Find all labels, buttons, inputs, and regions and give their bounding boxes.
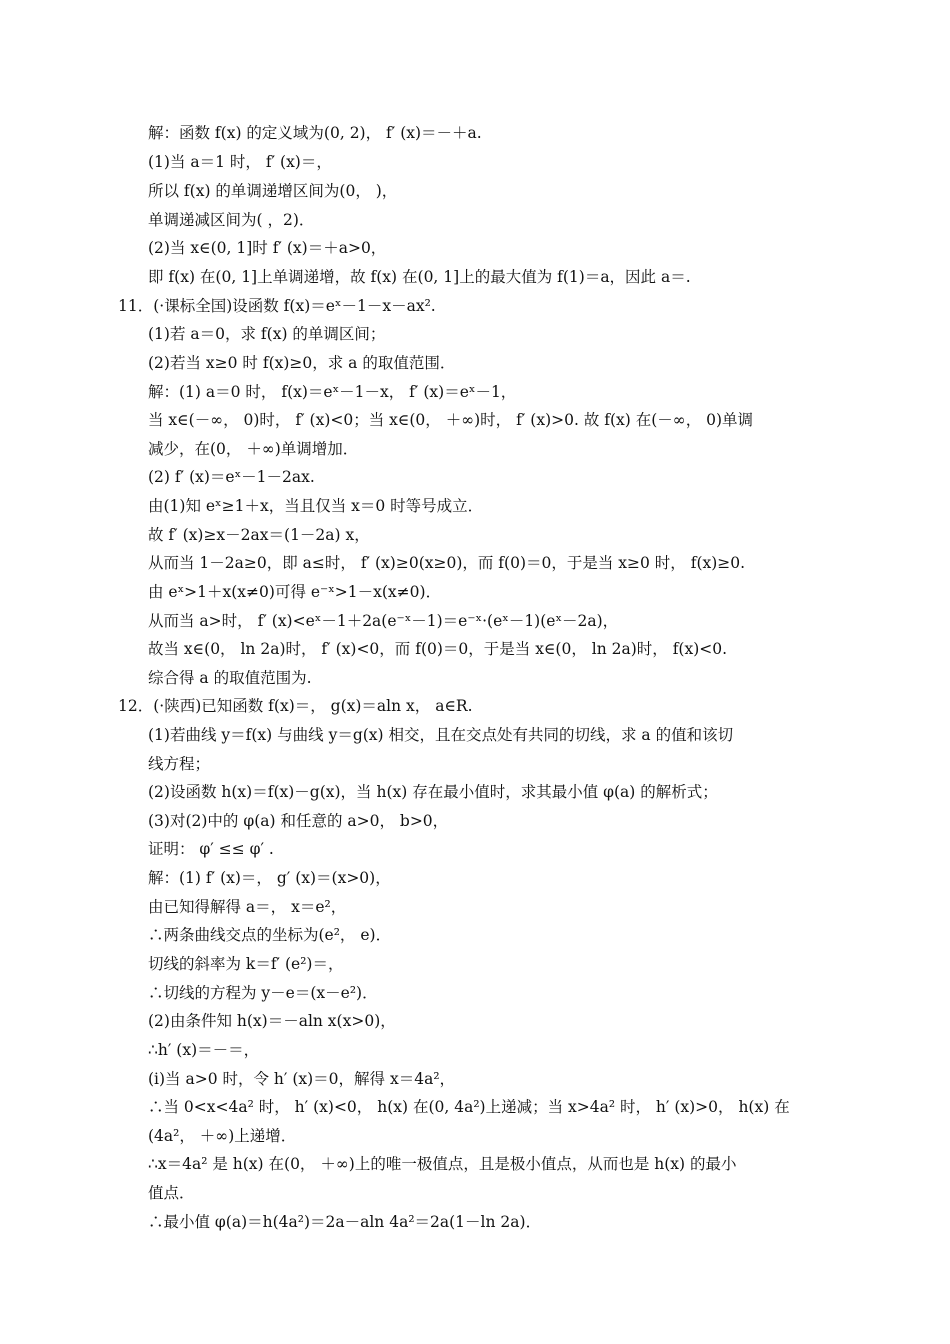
text-line: (2)设函数 h(x)＝f(x)－g(x)，当 h(x) 存在最小值时，求其最小值 φ(a) 的解析式； [148, 783, 718, 801]
text-line: 由已知得解得 a＝， x＝e²， [148, 898, 347, 916]
text-line: 当 x∈(－∞， 0)时， f′ (x)<0；当 x∈(0， ＋∞)时， f′ (x)>0. 故 f(x) 在(－∞， 0)单调 [148, 411, 754, 429]
text-line: ∴两条曲线交点的坐标为(e²， e)． [148, 926, 392, 944]
text-line: (2) f′ (x)＝eˣ－1－2ax. [148, 468, 315, 486]
text-line: ∴最小值 φ(a)＝h(4a²)＝2a－aln 4a²＝2a(1－ln 2a)． [148, 1213, 542, 1231]
problem-11-heading: 11．(·课标全国)设函数 f(x)＝eˣ－1－x－ax². [118, 297, 436, 315]
text-line: (1)当 a＝1 时， f′ (x)＝， [148, 153, 332, 171]
text-line: ∴切线的方程为 y－e＝(x－e²)． [148, 984, 378, 1002]
text-line: 减少，在(0， ＋∞)单调增加． [148, 440, 359, 458]
text-line: (3)对(2)中的 φ(a) 和任意的 a>0， b>0， [148, 812, 449, 830]
text-line: 解：函数 f(x) 的定义域为(0, 2)， f′ (x)＝－＋a. [148, 124, 482, 142]
text-line: 单调递减区间为( ，2)． [148, 211, 315, 229]
text-line: 证明： φ′ ≤≤ φ′ . [148, 840, 274, 858]
text-line: 综合得 a 的取值范围为. [148, 669, 312, 687]
text-line: 值点． [148, 1184, 195, 1202]
text-line: 故 f′ (x)≥x－2ax＝(1－2a) x， [148, 526, 370, 544]
text-line: 切线的斜率为 k＝f′ (e²)＝， [148, 955, 344, 973]
text-line: (i)当 a>0 时，令 h′ (x)＝0，解得 x＝4a²， [148, 1070, 456, 1088]
text-line: 解：(1) f′ (x)＝， g′ (x)＝(x>0)， [148, 869, 391, 887]
text-line: 从而当 1－2a≥0，即 a≤时， f′ (x)≥0(x≥0)，而 f(0)＝0，于是当 x≥0 时， f(x)≥0. [148, 554, 746, 572]
text-line: (2)当 x∈(0, 1]时 f′ (x)＝＋a>0， [148, 239, 387, 257]
text-line: 由 eˣ>1＋x(x≠0)可得 e⁻ˣ>1－x(x≠0)． [148, 583, 442, 601]
text-line: (2)由条件知 h(x)＝－aln x(x>0)， [148, 1012, 396, 1030]
text-line: ∴当 0<x<4a² 时， h′ (x)<0， h(x) 在(0, 4a²)上递减；当 x>4a² 时， h′ (x)>0， h(x) 在 [148, 1098, 790, 1116]
text-line: 线方程； [148, 755, 211, 773]
text-line: (4a²， ＋∞)上递增． [148, 1127, 297, 1145]
text-line: ∴h′ (x)＝－＝， [148, 1041, 260, 1059]
text-line: 解：(1) a＝0 时， f(x)＝eˣ－1－x， f′ (x)＝eˣ－1， [148, 383, 517, 401]
text-line: ∴x＝4a² 是 h(x) 在(0， ＋∞)上的唯一极值点，且是极小值点，从而也是 h(x) 的最小 [148, 1155, 737, 1173]
text-line: 从而当 a>时， f′ (x)<eˣ－1＋2a(e⁻ˣ－1)＝e⁻ˣ·(eˣ－1)(eˣ－2a)， [148, 612, 619, 630]
text-line: 由(1)知 eˣ≥1＋x，当且仅当 x＝0 时等号成立． [148, 497, 484, 515]
text-line: 即 f(x) 在(0, 1]上单调递增，故 f(x) 在(0, 1]上的最大值为 f(1)＝a，因此 a＝. [148, 268, 691, 286]
text-line: 故当 x∈(0， ln 2a)时， f′ (x)<0，而 f(0)＝0，于是当 x∈(0， ln 2a)时， f(x)<0. [148, 640, 728, 658]
text-line: (1)若 a＝0，求 f(x) 的单调区间； [148, 325, 386, 343]
text-line: (2)若当 x≥0 时 f(x)≥0，求 a 的取值范围． [148, 354, 456, 372]
problem-12-heading: 12．(·陕西)已知函数 f(x)＝， g(x)＝aln x， a∈R. [118, 697, 473, 715]
text-line: (1)若曲线 y＝f(x) 与曲线 y＝g(x) 相交，且在交点处有共同的切线，求 a 的值和该切 [148, 726, 734, 744]
text-line: 所以 f(x) 的单调递增区间为(0， )， [148, 182, 398, 200]
